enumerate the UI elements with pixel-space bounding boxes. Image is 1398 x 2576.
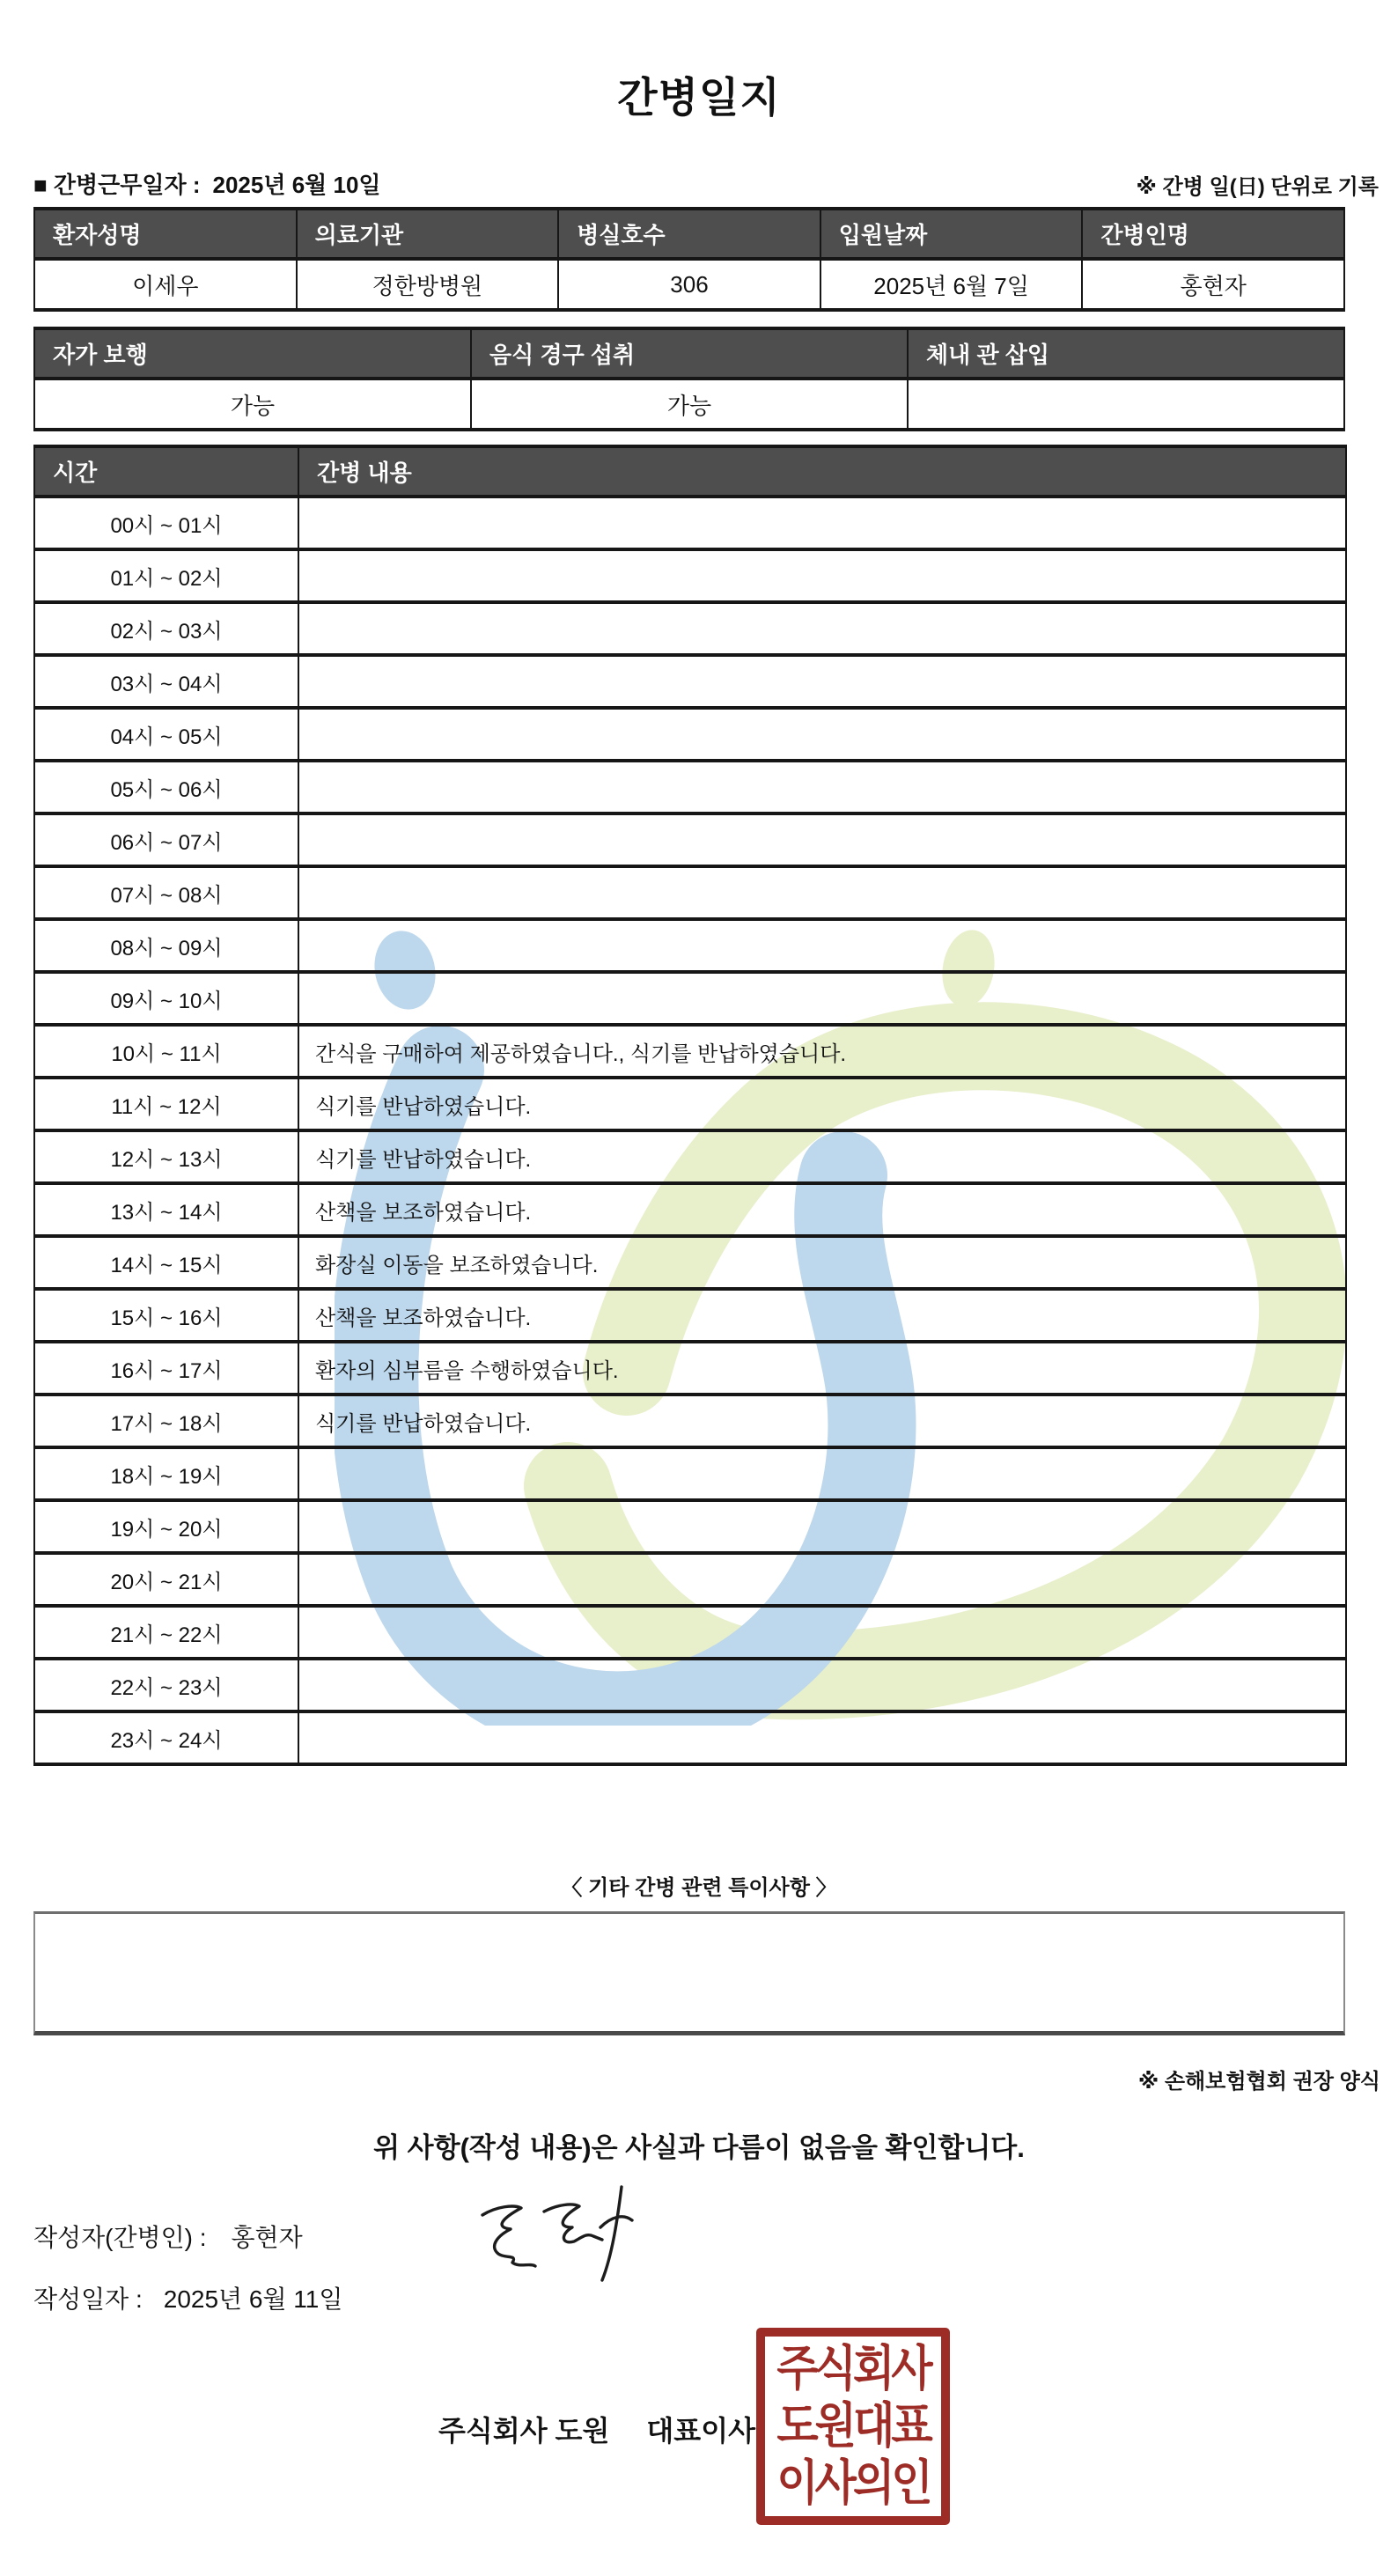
time-slot-cell: 23시 ~ 24시 [34,1711,298,1764]
care-log-row [34,972,1346,1025]
header-cell: 의료기관 [297,209,559,259]
patient-info-table [33,207,1345,312]
company-name: 주식회사 도원 [438,2415,610,2447]
time-slot-cell: 20시 ~ 21시 [34,1553,298,1606]
time-slot-cell: 10시 ~ 11시 [34,1025,298,1078]
care-log-row [34,1289,1346,1342]
header-cell: 환자성명 [34,209,297,259]
time-slot-cell: 03시 ~ 04시 [34,655,298,708]
care-content-cell [298,1606,1346,1659]
value-cell [908,379,1344,430]
care-content-cell: 간식을 구매하여 제공하였습니다., 식기를 반납하였습니다. [298,1025,1346,1078]
company-line [438,2409,755,2449]
care-log-row [34,549,1346,602]
care-content-cell [298,1553,1346,1606]
time-slot-cell: 12시 ~ 13시 [34,1130,298,1183]
time-slot-cell: 17시 ~ 18시 [34,1395,298,1447]
writer-label: 작성자(간병인) : [33,2224,207,2251]
care-log-row [34,919,1346,972]
header-cell: 체내 관 삽입 [908,328,1344,379]
time-slot-cell: 15시 ~ 16시 [34,1289,298,1342]
extras-notes-box [33,1911,1345,2035]
patient-header-row [34,209,1344,259]
care-log-header-row [34,446,1346,497]
stamp-line: 도원대표 [776,2399,930,2454]
work-date-value: 2025년 6월 10일 [212,172,381,198]
meta-row [33,167,1379,200]
care-log-row [34,602,1346,655]
time-slot-cell: 06시 ~ 07시 [34,813,298,866]
written-date-label: 작성일자 : [33,2285,143,2313]
recommended-form-note: ※ 손해보험협회 권장 양식 [1137,2070,1380,2094]
care-content-cell [298,866,1346,919]
time-slot-cell: 09시 ~ 10시 [34,972,298,1025]
writer-name: 홍현자 [231,2224,303,2251]
time-slot-cell: 02시 ~ 03시 [34,602,298,655]
time-slot-cell: 11시 ~ 12시 [34,1078,298,1130]
care-content-cell [298,1711,1346,1764]
header-cell: 병실호수 [558,209,820,259]
care-content-cell: 환자의 심부름을 수행하였습니다. [298,1342,1346,1395]
care-log-row [34,1078,1346,1130]
page-title: 간병일지 [617,74,781,121]
care-content-cell [298,549,1346,602]
care-content-cell [298,813,1346,866]
care-log-row [34,655,1346,708]
care-log-row [34,1447,1346,1500]
care-log-row [34,761,1346,813]
care-content-cell: 식기를 반납하였습니다. [298,1395,1346,1447]
care-content-cell [298,1659,1346,1711]
care-content-cell [298,1447,1346,1500]
care-content-cell [298,972,1346,1025]
care-content-cell [298,761,1346,813]
care-log-row [34,1606,1346,1659]
stamp-line: 주식회사 [776,2342,930,2396]
care-log-row [34,1130,1346,1183]
written-date-line [33,2280,342,2315]
value-cell: 2025년 6월 7일 [820,259,1083,310]
care-log-row [34,813,1346,866]
care-content-cell [298,497,1346,549]
time-slot-cell: 01시 ~ 02시 [34,549,298,602]
value-cell: 가능 [34,379,471,430]
care-log-row [34,1342,1346,1395]
care-log-row [34,1711,1346,1764]
care-log-row [34,1395,1346,1447]
handwritten-signature [475,2182,643,2287]
time-column-header: 시간 [34,446,298,497]
time-slot-cell: 16시 ~ 17시 [34,1342,298,1395]
care-log-table [33,445,1347,1766]
ceo-label: 대표이사 [646,2415,756,2447]
written-date-value: 2025년 6월 11일 [163,2285,343,2313]
writer-line [33,2219,303,2254]
time-slot-cell: 21시 ~ 22시 [34,1606,298,1659]
stamp-line: 이사의인 [776,2457,930,2511]
care-content-cell: 식기를 반납하였습니다. [298,1130,1346,1183]
care-content-cell [298,708,1346,761]
value-cell: 이세우 [34,259,297,310]
extras-section-title: 〈 기타 간병 관련 특이사항 〉 [561,1876,837,1900]
work-date-line [33,167,381,200]
status-value-row [34,379,1344,430]
care-content-cell: 산책을 보조하였습니다. [298,1289,1346,1342]
header-cell: 자가 보행 [34,328,471,379]
header-cell: 음식 경구 섭취 [471,328,908,379]
value-cell: 306 [558,259,820,310]
time-slot-cell: 05시 ~ 06시 [34,761,298,813]
care-content-cell [298,919,1346,972]
record-unit-note: ※ 간병 일(日) 단위로 기록 [1136,175,1379,199]
time-slot-cell: 18시 ~ 19시 [34,1447,298,1500]
care-log-row [34,1659,1346,1711]
care-content-cell [298,655,1346,708]
care-content-cell [298,602,1346,655]
header-cell: 간병인명 [1082,209,1344,259]
value-cell: 가능 [471,379,908,430]
care-log-row [34,1236,1346,1289]
time-slot-cell: 07시 ~ 08시 [34,866,298,919]
care-log-row [34,1500,1346,1553]
time-slot-cell: 00시 ~ 01시 [34,497,298,549]
care-log-row [34,1183,1346,1236]
confirmation-statement: 위 사항(작성 내용)은 사실과 다름이 없음을 확인합니다. [373,2132,1025,2163]
care-content-cell: 산책을 보조하였습니다. [298,1183,1346,1236]
header-cell: 입원날짜 [820,209,1083,259]
work-date-label: ■ 간병근무일자 : [33,172,201,198]
care-log-row [34,866,1346,919]
patient-value-row [34,259,1344,310]
value-cell: 홍현자 [1082,259,1344,310]
time-slot-cell: 19시 ~ 20시 [34,1500,298,1553]
company-seal-stamp [756,2328,950,2525]
time-slot-cell: 22시 ~ 23시 [34,1659,298,1711]
care-content-cell [298,1500,1346,1553]
mobility-status-table [33,327,1345,431]
care-log-row [34,708,1346,761]
care-content-cell: 식기를 반납하였습니다. [298,1078,1346,1130]
content-column-header: 간병 내용 [298,446,1346,497]
time-slot-cell: 08시 ~ 09시 [34,919,298,972]
status-header-row [34,328,1344,379]
value-cell: 정한방병원 [297,259,559,310]
care-content-cell: 화장실 이동을 보조하였습니다. [298,1236,1346,1289]
time-slot-cell: 04시 ~ 05시 [34,708,298,761]
time-slot-cell: 14시 ~ 15시 [34,1236,298,1289]
care-log-row [34,1553,1346,1606]
time-slot-cell: 13시 ~ 14시 [34,1183,298,1236]
care-log-row [34,497,1346,549]
care-log-row [34,1025,1346,1078]
